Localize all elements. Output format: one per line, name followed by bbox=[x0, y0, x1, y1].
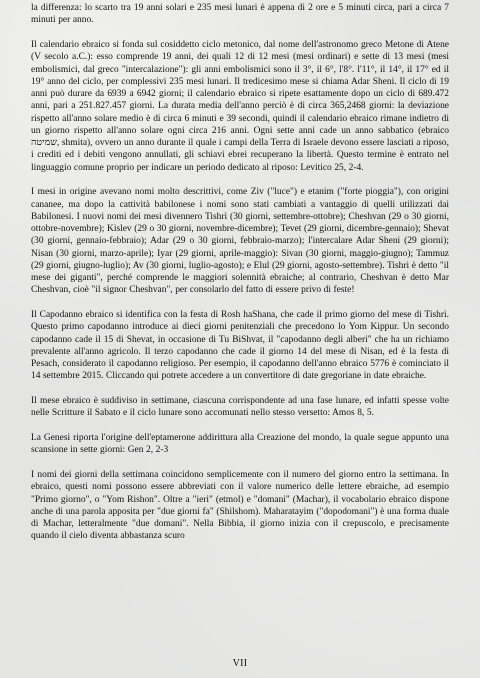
paragraph-metonic-difference: la differenza: lo scarto tra 19 anni solari e 235 mesi lunari è appena di 2 ore e 5 minuti circa, pari a circa 7 minuti per anno. bbox=[31, 3, 449, 26]
paragraph-month-names: I mesi in origine avevano nomi molto descrittivi, come Ziv ("luce") e etanim ("forte pioggia"), con origini cananee, ma dopo la cattività babilonese i nomi sono stati cambiati a vantaggio di quelli utilizzati dai Babilonesi. I nuovi nomi dei mesi divennero Tishrì (30 giorni, settembre-ottobre); Cheshvan (29 o 30 giorni, ottobre-novembre); Kislev (29 o 30 giorni, novembre-dicembre); Tevet (29 giorni, dicembre-gennaio); Shevat (30 giorni, gennaio-febbraio); Adar (29 o 30 giorni, febbraio-marzo); l'intercalare Adar Sheni (29 giorni); Nisan (30 giorni, marzo-aprile); Iyar (29 giorni, aprile-maggio): Sivan (30 giorni, maggio-giugno); Tammuz (29 giorni, giugno-luglio); Av (30 giorni, luglio-agosto); e Elul (29 giorni, agosto-settembre). Tishrì è detto "il mese dei giganti", perché comprende le maggiori solennità ebraiche; al contrario, Cheshvan è detto Mar Cheshvan, cioè "il signor Cheshvan", per consolarlo del fatto di essere privo di feste! bbox=[31, 187, 449, 296]
paragraph-genesis: La Genesi riporta l'origine dell'eptamerone addirittura alla Creazione del mondo, la quale segue appunto una scansione in sette giorni: Gen 2, 2-3 bbox=[31, 433, 449, 456]
paragraph-weekday-names: I nomi dei giorni della settimana coincidono semplicemente con il numero del giorno entro la settimana. In ebraico, questi nomi possono essere abbreviati con il valore numerico delle lettere ebraiche, ad esempio "Primo giorno", o "Yom Rishon". Oltre a "ieri" (etmol) e "domani" (Machar), il vocabolario ebraico dispone anche di una parola apposita per "due giorni fa" (Shilshom). Maharatayim ("dopodomani") è una forma duale di Machar, letteralmente "due domani". Nella Bibbia, il giorno inizia con il crepuscolo, e precisamente quando il cielo diventa abbastanza scuro bbox=[31, 470, 449, 542]
page-number: VII bbox=[232, 658, 248, 669]
paragraph-metonic-cycle: Il calendario ebraico si fonda sul cosiddetto ciclo metonico, dal nome dell'astronomo greco Metone di Atene (V secolo a.C.): esso comprende 19 anni, dei quali 12 di 12 mesi (mesi ordinari) e sette di 13 mesi (mesi embolismici, dal greco "intercalazione"): gli anni embolismici sono il 3°, il 6°, l'8°. l'11°, il 14°, il 17° ed il 19° anno del ciclo, per complessivi 235 mesi lunari. Il tredicesimo mese si chiama Adar Sheni. Il ciclo di 19 anni può durare da 6939 a 6942 giorni; il calendario ebraico si ripete esattamente dopo un ciclo di 689.472 anni, pari a 251.827.457 giorni. La durata media dell'anno perciò è di circa 365,2468 giorni: la deviazione rispetto all'anno solare medio è di circa 6 minuti e 39 secondi, quindi il calendario ebraico rimane indietro di un giorno rispetto all'anno solare ogni circa 216 anni. Ogni sette anni cade un anno sabbatico (ebraico שמיטה, shmita), ovvero un anno durante il quale i campi della Terra di Israele devono essere lasciati a riposo, i crediti ed i debiti vengono annullati, gli schiavi ebrei recuperano la libertà. Questo termine è entrato nel linguaggio comune proprio per indicare un periodo dedicato al riposo: Levitico 25, 2-4. bbox=[31, 40, 449, 173]
paragraph-new-year: Il Capodanno ebraico si identifica con la festa di Rosh haShana, che cade il primo giorno del mese di Tishrì. Questo primo capodanno introduce ai dieci giorni penitenziali che precedono lo Yom Kippur. Un secondo capodanno cade il 15 di Shevat, in occasione di Tu BiShvat, il "capodanno degli alberi" che ha un richiamo prevalente all'anno agricolo. Il terzo capodanno che cade il giorno 14 del mese di Nisan, ed è la festa di Pesach, considerato il capodanno religioso. Per esempio, il capodanno dell'anno ebraico 5776 è cominciato il 14 settembre 2015. Cliccando qui potrete accedere a un convertitore di date gregoriane in date ebraiche. bbox=[31, 310, 449, 382]
paragraph-weeks: Il mese ebraico è suddiviso in settimane, ciascuna corrispondente ad una fase lunare, ed infatti spesse volte nelle Scritture il Sabato e il ciclo lunare sono accomunati nello stesso versetto: Amos 8, 5. bbox=[31, 396, 449, 419]
